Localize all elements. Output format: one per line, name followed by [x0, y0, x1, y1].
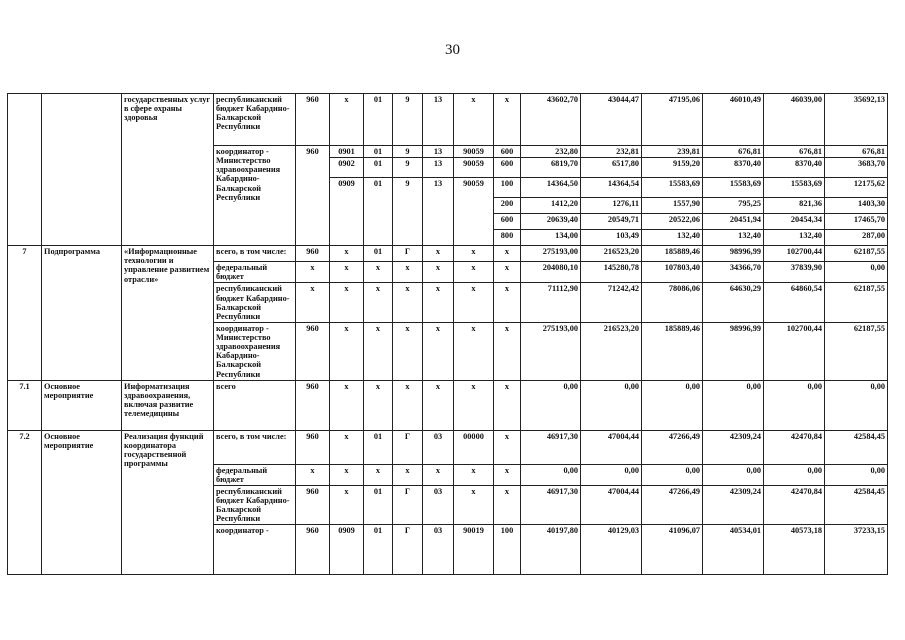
amount-cell: 107803,40 [642, 262, 703, 283]
amount-cell: 42309,24 [703, 430, 764, 464]
amount-cell: 15583,69 [703, 178, 764, 198]
code-cell-grbs: x [296, 464, 330, 485]
code-cell-pr: x [364, 380, 393, 430]
code-cell-p2: 03 [423, 485, 454, 525]
code-cell-rz: x [330, 485, 364, 525]
budget-table [7, 93, 888, 575]
source-cell: федеральный бюджет [214, 262, 296, 283]
amount-cell: 40197,80 [521, 525, 581, 575]
code-cell-vr: x [494, 485, 521, 525]
code-cell-pr: x [364, 283, 393, 323]
amount-cell: 47004,44 [581, 430, 642, 464]
code-cell-p1: 9 [393, 178, 423, 246]
code-cell-p2: x [423, 464, 454, 485]
source-cell: всего, в том числе: [214, 430, 296, 464]
source-cell: республиканский бюджет Кабардино-Балкарской Республики [214, 283, 296, 323]
code-cell-p2: 13 [423, 94, 454, 146]
code-cell-csr: x [454, 262, 494, 283]
code-cell-rz: x [330, 430, 364, 464]
code-cell-vr: x [494, 430, 521, 464]
code-cell-csr: 00000 [454, 430, 494, 464]
code-cell-pr: 01 [364, 430, 393, 464]
code-cell-p2: 03 [423, 525, 454, 575]
amount-cell: 71242,42 [581, 283, 642, 323]
amount-cell: 132,40 [642, 230, 703, 246]
code-cell-grbs: 960 [296, 485, 330, 525]
code-cell-p1: x [393, 262, 423, 283]
code-cell-p1: Г [393, 246, 423, 262]
code-cell-rz: x [330, 94, 364, 146]
name-cell: государственных услуг в сфере охраны здоровья [122, 94, 214, 246]
code-cell-vr: x [494, 94, 521, 146]
code-cell-p2: x [423, 380, 454, 430]
amount-cell: 275193,00 [521, 322, 581, 380]
code-cell-pr: x [364, 464, 393, 485]
code-cell-pr: 01 [364, 158, 393, 178]
amount-cell: 1403,30 [825, 198, 888, 214]
code-cell-p1: 9 [393, 158, 423, 178]
amount-cell: 71112,90 [521, 283, 581, 323]
code-cell-rz: 0909 [330, 178, 364, 246]
page-number: 30 [445, 42, 460, 58]
code-cell-grbs: 960 [296, 430, 330, 464]
amount-cell: 42309,24 [703, 485, 764, 525]
amount-cell: 20522,06 [642, 214, 703, 230]
source-cell: координатор - Министерство здравоохранения Кабардино-Балкарской Республики [214, 322, 296, 380]
amount-cell: 102700,44 [764, 322, 825, 380]
code-cell-vr: 100 [494, 525, 521, 575]
code-cell-p1: x [393, 464, 423, 485]
code-cell-vr: x [494, 246, 521, 262]
amount-cell: 0,00 [521, 464, 581, 485]
code-cell-grbs: 960 [296, 322, 330, 380]
amount-cell: 47266,49 [642, 485, 703, 525]
code-cell-csr: 90059 [454, 146, 494, 158]
code-cell-grbs: 960 [296, 380, 330, 430]
table-row [8, 94, 888, 146]
code-cell-p2: 13 [423, 146, 454, 158]
code-cell-vr: 600 [494, 214, 521, 230]
code-cell-vr: x [494, 380, 521, 430]
amount-cell: 62187,55 [825, 246, 888, 262]
amount-cell: 204080,10 [521, 262, 581, 283]
code-cell-p2: x [423, 322, 454, 380]
row-number-cell: 7.1 [8, 380, 42, 430]
amount-cell: 0,00 [764, 380, 825, 430]
amount-cell: 47004,44 [581, 485, 642, 525]
amount-cell: 20451,94 [703, 214, 764, 230]
amount-cell: 0,00 [642, 464, 703, 485]
code-cell-p1: x [393, 322, 423, 380]
source-cell: координатор - Министерство здравоохранения Кабардино-Балкарской Республики [214, 146, 296, 246]
amount-cell: 676,81 [764, 146, 825, 158]
code-cell-csr: x [454, 246, 494, 262]
source-cell: всего, в том числе: [214, 246, 296, 262]
amount-cell: 46917,30 [521, 430, 581, 464]
amount-cell: 78086,06 [642, 283, 703, 323]
amount-cell: 216523,20 [581, 246, 642, 262]
status-cell: Подпрограмма [42, 246, 122, 381]
code-cell-grbs: x [296, 283, 330, 323]
code-cell-rz: x [330, 464, 364, 485]
amount-cell: 64860,54 [764, 283, 825, 323]
amount-cell: 42470,84 [764, 485, 825, 525]
amount-cell: 6517,80 [581, 158, 642, 178]
code-cell-vr: x [494, 283, 521, 323]
amount-cell: 676,81 [825, 146, 888, 158]
code-cell-pr: 01 [364, 246, 393, 262]
code-cell-p2: x [423, 262, 454, 283]
code-cell-pr: x [364, 262, 393, 283]
amount-cell: 134,00 [521, 230, 581, 246]
amount-cell: 821,36 [764, 198, 825, 214]
amount-cell: 98996,99 [703, 322, 764, 380]
code-cell-pr: 01 [364, 94, 393, 146]
amount-cell: 8370,40 [764, 158, 825, 178]
code-cell-rz: 0901 [330, 146, 364, 158]
amount-cell: 239,81 [642, 146, 703, 158]
amount-cell: 102700,44 [764, 246, 825, 262]
amount-cell: 232,80 [521, 146, 581, 158]
amount-cell: 795,25 [703, 198, 764, 214]
source-cell: всего [214, 380, 296, 430]
amount-cell: 64630,29 [703, 283, 764, 323]
amount-cell: 20549,71 [581, 214, 642, 230]
code-cell-p1: 9 [393, 94, 423, 146]
amount-cell: 1557,90 [642, 198, 703, 214]
source-cell: республиканский бюджет Кабардино-Балкарской Республики [214, 94, 296, 146]
code-cell-pr: 01 [364, 178, 393, 246]
amount-cell: 47195,06 [642, 94, 703, 146]
amount-cell: 15583,69 [764, 178, 825, 198]
amount-cell: 14364,50 [521, 178, 581, 198]
table-row [8, 430, 888, 464]
code-cell-p2: 03 [423, 430, 454, 464]
status-cell: Основное мероприятие [42, 430, 122, 575]
amount-cell: 145280,78 [581, 262, 642, 283]
row-number-cell: 7 [8, 246, 42, 381]
code-cell-csr: x [454, 464, 494, 485]
code-cell-p1: Г [393, 525, 423, 575]
amount-cell: 8370,40 [703, 158, 764, 178]
amount-cell: 0,00 [703, 380, 764, 430]
code-cell-vr: 100 [494, 178, 521, 198]
amount-cell: 43602,70 [521, 94, 581, 146]
code-cell-csr: 90059 [454, 178, 494, 246]
source-cell: федеральный бюджет [214, 464, 296, 485]
amount-cell: 0,00 [764, 464, 825, 485]
code-cell-grbs: 960 [296, 94, 330, 146]
amount-cell: 40534,01 [703, 525, 764, 575]
source-cell: республиканский бюджет Кабардино-Балкарской Республики [214, 485, 296, 525]
code-cell-vr: x [494, 322, 521, 380]
code-cell-vr: 800 [494, 230, 521, 246]
code-cell-vr: 600 [494, 158, 521, 178]
code-cell-p1: Г [393, 430, 423, 464]
amount-cell: 3683,70 [825, 158, 888, 178]
code-cell-p2: x [423, 283, 454, 323]
amount-cell: 17465,70 [825, 214, 888, 230]
amount-cell: 35692,13 [825, 94, 888, 146]
code-cell-vr: 200 [494, 198, 521, 214]
amount-cell: 1276,11 [581, 198, 642, 214]
amount-cell: 132,40 [703, 230, 764, 246]
amount-cell: 0,00 [581, 464, 642, 485]
amount-cell: 0,00 [825, 262, 888, 283]
amount-cell: 14364,54 [581, 178, 642, 198]
amount-cell: 98996,99 [703, 246, 764, 262]
amount-cell: 40129,03 [581, 525, 642, 575]
code-cell-csr: 90059 [454, 158, 494, 178]
amount-cell: 20639,40 [521, 214, 581, 230]
amount-cell: 185889,46 [642, 246, 703, 262]
code-cell-p1: Г [393, 485, 423, 525]
amount-cell: 37839,90 [764, 262, 825, 283]
amount-cell: 41096,07 [642, 525, 703, 575]
table-row [8, 246, 888, 262]
amount-cell: 47266,49 [642, 430, 703, 464]
amount-cell: 0,00 [521, 380, 581, 430]
name-cell: «Информационные технологии и управление развитием отрасли» [122, 246, 214, 381]
amount-cell: 62187,55 [825, 322, 888, 380]
amount-cell: 15583,69 [642, 178, 703, 198]
amount-cell: 132,40 [764, 230, 825, 246]
code-cell-vr: x [494, 464, 521, 485]
code-cell-grbs: 960 [296, 246, 330, 262]
code-cell-p2: 13 [423, 178, 454, 246]
row-number-cell: 7.2 [8, 430, 42, 575]
amount-cell: 103,49 [581, 230, 642, 246]
amount-cell: 232,81 [581, 146, 642, 158]
code-cell-rz: x [330, 246, 364, 262]
code-cell-vr: x [494, 262, 521, 283]
code-cell-csr: x [454, 485, 494, 525]
code-cell-vr: 600 [494, 146, 521, 158]
amount-cell: 0,00 [825, 464, 888, 485]
code-cell-grbs: 960 [296, 146, 330, 246]
amount-cell: 287,00 [825, 230, 888, 246]
amount-cell: 40573,18 [764, 525, 825, 575]
code-cell-grbs: 960 [296, 525, 330, 575]
amount-cell: 37233,15 [825, 525, 888, 575]
code-cell-pr: x [364, 322, 393, 380]
amount-cell: 42470,84 [764, 430, 825, 464]
amount-cell: 62187,55 [825, 283, 888, 323]
code-cell-grbs: x [296, 262, 330, 283]
amount-cell: 275193,00 [521, 246, 581, 262]
code-cell-csr: 90019 [454, 525, 494, 575]
amount-cell: 42584,45 [825, 485, 888, 525]
code-cell-p2: x [423, 246, 454, 262]
amount-cell: 42584,45 [825, 430, 888, 464]
code-cell-rz: x [330, 380, 364, 430]
amount-cell: 1412,20 [521, 198, 581, 214]
amount-cell: 185889,46 [642, 322, 703, 380]
amount-cell: 6819,70 [521, 158, 581, 178]
code-cell-pr: 01 [364, 525, 393, 575]
code-cell-rz: x [330, 283, 364, 323]
status-cell: Основное мероприятие [42, 380, 122, 430]
amount-cell: 46917,30 [521, 485, 581, 525]
amount-cell: 43044,47 [581, 94, 642, 146]
amount-cell: 0,00 [703, 464, 764, 485]
code-cell-pr: 01 [364, 485, 393, 525]
amount-cell: 46039,00 [764, 94, 825, 146]
table-row [8, 380, 888, 430]
name-cell: Информатизация здравоохранения, включая развитие телемедицины [122, 380, 214, 430]
code-cell-p1: x [393, 283, 423, 323]
amount-cell: 12175,62 [825, 178, 888, 198]
status-cell [42, 94, 122, 246]
source-cell: координатор - [214, 525, 296, 575]
code-cell-csr: x [454, 380, 494, 430]
code-cell-pr: 01 [364, 146, 393, 158]
code-cell-csr: x [454, 322, 494, 380]
amount-cell: 0,00 [581, 380, 642, 430]
code-cell-p1: 9 [393, 146, 423, 158]
amount-cell: 46010,49 [703, 94, 764, 146]
code-cell-csr: x [454, 94, 494, 146]
code-cell-rz: x [330, 322, 364, 380]
code-cell-rz: x [330, 262, 364, 283]
amount-cell: 20454,34 [764, 214, 825, 230]
amount-cell: 216523,20 [581, 322, 642, 380]
amount-cell: 676,81 [703, 146, 764, 158]
amount-cell: 34366,70 [703, 262, 764, 283]
name-cell: Реализация функций координатора государственной программы [122, 430, 214, 575]
code-cell-p1: x [393, 380, 423, 430]
code-cell-rz: 0902 [330, 158, 364, 178]
amount-cell: 0,00 [642, 380, 703, 430]
row-number-cell [8, 94, 42, 246]
amount-cell: 9159,20 [642, 158, 703, 178]
code-cell-p2: 13 [423, 158, 454, 178]
code-cell-csr: x [454, 283, 494, 323]
amount-cell: 0,00 [825, 380, 888, 430]
code-cell-rz: 0909 [330, 525, 364, 575]
